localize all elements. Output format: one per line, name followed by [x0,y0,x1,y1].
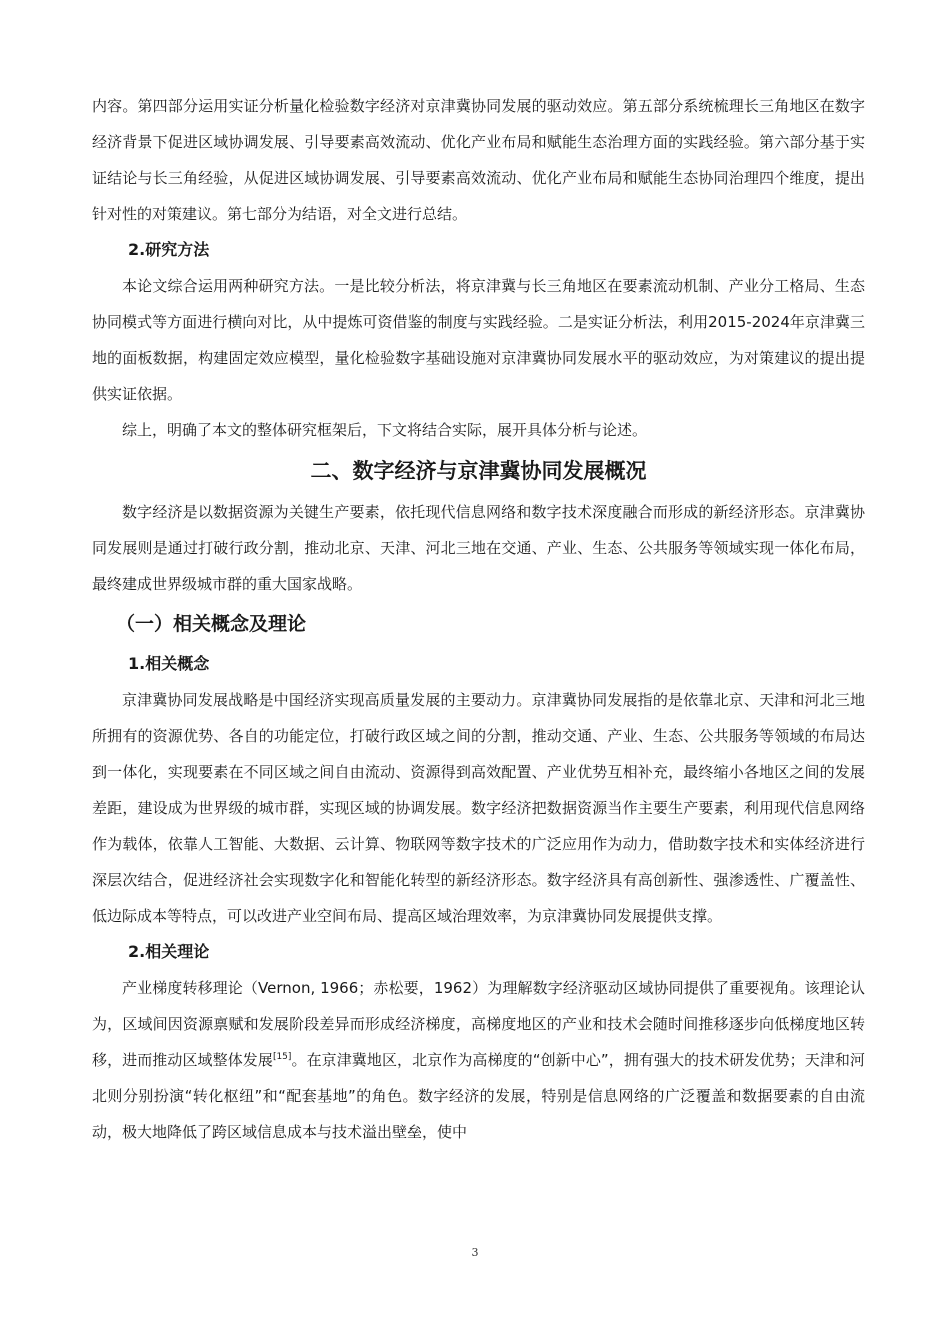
heading-research-methods: 2.研究方法 [128,240,210,259]
subsection-title-concepts-theory: （一）相关概念及理论 [116,613,307,635]
paragraph-related-concepts: 京津冀协同发展战略是中国经济实现高质量发展的主要动力。京津冀协同发展指的是依靠北京、天津和河北三地所拥有的资源优势、各自的功能定位，打破行政区域之间的分割，推动交通、产业、生态、公共服务等领域的布局达到一体化，实现要素在不同区域之间自由流动、资源得到高效配置、产业优势互相补充，最终缩小各地区之间的发展差距，建设成为世界级的城市群，实现区域的协调发展。数字经济把数据资源当作主要生产要素，利用现代信息网络作为载体，依靠人工智能、大数据、云计算、物联网等数字技术的广泛应用作为动力，借助数字技术和实体经济进行深层次结合，促进经济社会实现数字化和智能化转型的新经济形态。数字经济具有高创新性、强渗透性、广覆盖性、低边际成本等特点，可以改进产业空间布局、提高区域治理效率，为京津冀协同发展提供支撑。 [92,691,865,925]
paragraph-related-theory [92,970,865,1150]
page-number: 3 [471,1246,479,1259]
heading-related-concepts: 1.相关概念 [128,654,210,673]
theory-text-part1: 产业梯度转移理论（Vernon, 1966；赤松要，1962）为理解数字经济驱动区域协同提供了重要视角。该理论认为，区域间因资源禀赋和发展阶段差异而形成经济梯度，高梯度地区的产业和技术会随时间推移逐步向低梯度地区转移，进而推动区域整体发展 [92,979,865,1069]
section-title-2: 二、数字经济与京津冀协同发展概况 [310,459,647,483]
heading-related-theory: 2.相关理论 [128,942,210,961]
paragraph-summary: 综上，明确了本文的整体研究框架后，下文将结合实际，展开具体分析与论述。 [122,421,648,439]
document-page [92,88,865,1150]
theory-text-part2: 。在京津冀地区，北京作为高梯度的“创新中心”，拥有强大的技术研发优势；天津和河北则分别扮演“转化枢纽”和“配套基地”的角色。数字经济的发展，特别是信息网络的广泛覆盖和数据要素的自由流动，极大地降低了跨区域信息成本与技术溢出壁垒，使中 [92,1051,865,1141]
paragraph-research-methods: 本论文综合运用两种研究方法。一是比较分析法，将京津冀与长三角地区在要素流动机制、产业分工格局、生态协同模式等方面进行横向对比，从中提炼可资借鉴的制度与实践经验。二是实证分析法，利用2015-2024年京津冀三地的面板数据，构建固定效应模型，量化检验数字基础设施对京津冀协同发展水平的驱动效应，为对策建议的提出提供实证依据。 [92,277,865,403]
citation-reference[interactable]: [15] [272,1052,292,1062]
paragraph-research-structure: 内容。第四部分运用实证分析量化检验数字经济对京津冀协同发展的驱动效应。第五部分系统梳理长三角地区在数字经济背景下促进区域协调发展、引导要素高效流动、优化产业布局和赋能生态治理方面的实践经验。第六部分基于实证结论与长三角经验，从促进区域协调发展、引导要素高效流动、优化产业布局和赋能生态协同治理四个维度，提出针对性的对策建议。第七部分为结语，对全文进行总结。 [92,97,865,223]
paragraph-section-intro: 数字经济是以数据资源为关键生产要素，依托现代信息网络和数字技术深度融合而形成的新经济形态。京津冀协同发展则是通过打破行政分割，推动北京、天津、河北三地在交通、产业、生态、公共服务等领域实现一体化布局，最终建成世界级城市群的重大国家战略。 [92,503,865,593]
